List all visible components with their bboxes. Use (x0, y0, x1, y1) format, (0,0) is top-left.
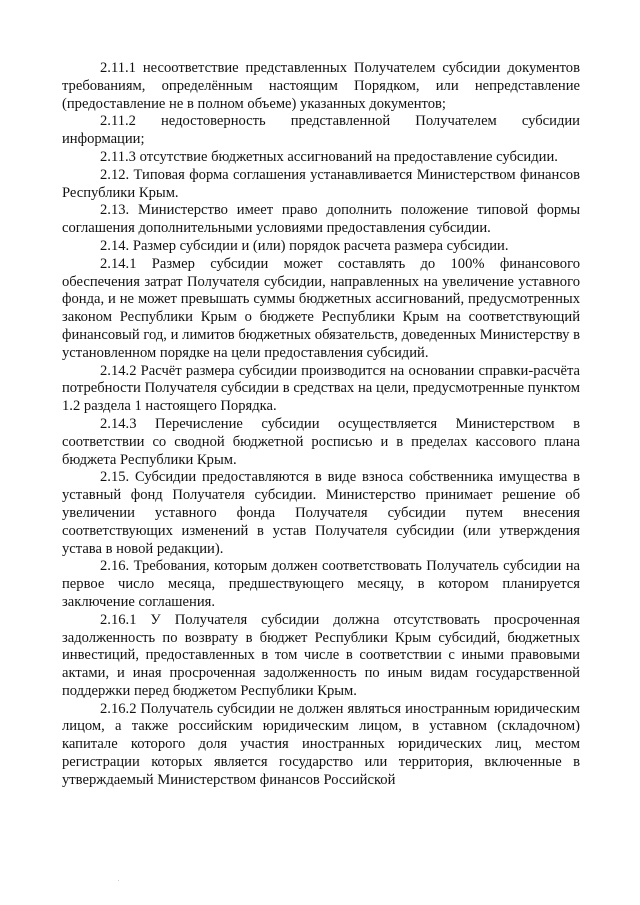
paragraph-2-16-1: 2.16.1 У Получателя субсидии должна отсутствовать просроченная задолженность по возврату в бюджет Республики Крым субсидий, бюджетных инвестиций, предоставленных в том числе в соответствии с иными правовыми актами, и иная просроченная задолженность по иным видам государственной поддержки перед бюджетом Республики Крым. (62, 611, 580, 699)
paragraph-2-11-2: 2.11.2 недостоверность представленной Получателем субсидии информации; (62, 113, 580, 148)
paragraph-2-12: 2.12. Типовая форма соглашения устанавливается Министерством финансов Республики Крым. (62, 166, 580, 201)
paragraph-2-14: 2.14. Размер субсидии и (или) порядок расчета размера субсидии. (100, 237, 509, 254)
paragraph-2-14-2: 2.14.2 Расчёт размера субсидии производится на основании справки-расчёта потребности Получателя субсидии в средствах на цели, предусмотренные пунктом 1.2 раздела 1 настоящего Порядка. (62, 362, 580, 415)
paragraph-2-16-2: 2.16.2 Получатель субсидии не должен являться иностранным юридическим лицом, а также российским юридическим лицом, в уставном (складочном) капитале которого доля участия иностранных юридических лиц, местом регистрации которых является государство или территория, включенные в утверждаемый Министерством финансов Российской (62, 700, 580, 788)
paragraph-2-13: 2.13. Министерство имеет право дополнить положение типовой формы соглашения дополнительными условиями предоставления субсидии. (62, 202, 580, 237)
document-body (62, 60, 580, 790)
paragraph-2-11-1: 2.11.1 несоответствие представленных Получателем субсидии документов требованиям, определённым настоящим Порядком, или непредставление (предоставление не в полном объеме) указанных документов; (62, 60, 580, 112)
scan-speck (118, 880, 119, 881)
paragraph-2-11-3: 2.11.3 отсутствие бюджетных ассигнований на предоставление субсидии. (100, 148, 558, 165)
paragraph-2-14-1: 2.14.1 Размер субсидии может составлять до 100% финансового обеспечения затрат Получателя субсидии, направленных на увеличение уставного фонда, и не может превышать суммы бюджетных ассигнований, предусмотренных законом Республики Крым о бюджете Республики Крым на соответствующий финансовый год, и лимитов бюджетных обязательств, доведенных Министерству в установленном порядке на цели предоставления субсидий. (62, 255, 580, 361)
paragraph-2-15: 2.15. Субсидии предоставляются в виде взноса собственника имущества в уставный фонд Получателя субсидии. Министерство принимает решение об увеличении уставного фонда Получателя субсидии путем внесения соответствующих изменений в устав Получателя субсидии (или утверждения устава в новой редакции). (62, 469, 580, 557)
paragraph-2-14-3: 2.14.3 Перечисление субсидии осуществляется Министерством в соответствии со сводной бюджетной росписью и в пределах кассового плана бюджета Республики Крым. (62, 415, 580, 468)
paragraph-2-16: 2.16. Требования, которым должен соответствовать Получатель субсидии на первое число месяца, предшествующего месяцу, в котором планируется заключение соглашения. (62, 558, 580, 610)
